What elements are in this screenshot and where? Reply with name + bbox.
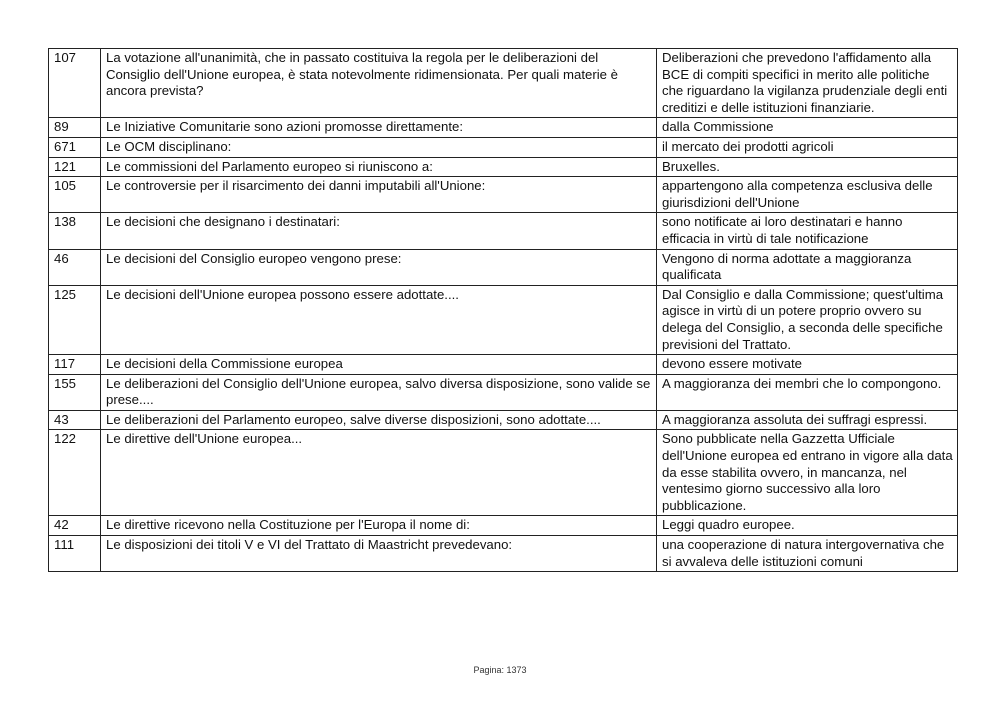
question-number: 138: [49, 213, 101, 249]
question-answer-table: [48, 48, 958, 572]
table-row: [49, 213, 958, 249]
question-number: 107: [49, 49, 101, 118]
question-text: Le controversie per il risarcimento dei danni imputabili all'Unione:: [101, 177, 657, 213]
table-row: [49, 355, 958, 375]
table-row: [49, 118, 958, 138]
question-text: Le decisioni dell'Unione europea possono essere adottate....: [101, 285, 657, 354]
question-text: Le disposizioni dei titoli V e VI del Trattato di Maastricht prevedevano:: [101, 536, 657, 572]
question-number: 671: [49, 137, 101, 157]
question-number: 155: [49, 374, 101, 410]
answer-text: sono notificate ai loro destinatari e hanno efficacia in virtù di tale notificazione: [657, 213, 958, 249]
answer-text: Bruxelles.: [657, 157, 958, 177]
question-number: 42: [49, 516, 101, 536]
table-row: [49, 137, 958, 157]
question-text: Le Iniziative Comunitarie sono azioni promosse direttamente:: [101, 118, 657, 138]
question-text: Le deliberazioni del Consiglio dell'Unione europea, salvo diversa disposizione, sono valide se prese....: [101, 374, 657, 410]
question-number: 117: [49, 355, 101, 375]
table-row: [49, 49, 958, 118]
table-row: [49, 374, 958, 410]
table-body: [49, 49, 958, 572]
question-number: 111: [49, 536, 101, 572]
table-row: [49, 516, 958, 536]
question-text: Le OCM disciplinano:: [101, 137, 657, 157]
answer-text: devono essere motivate: [657, 355, 958, 375]
table-row: [49, 157, 958, 177]
question-text: Le direttive ricevono nella Costituzione per l'Europa il nome di:: [101, 516, 657, 536]
question-number: 105: [49, 177, 101, 213]
question-number: 122: [49, 430, 101, 516]
answer-text: Sono pubblicate nella Gazzetta Ufficiale dell'Unione europea ed entrano in vigore alla data da esse stabilita ovvero, in mancanza, nel ventesimo giorno successivo alla loro pubblicazione.: [657, 430, 958, 516]
answer-text: A maggioranza dei membri che lo compongono.: [657, 374, 958, 410]
answer-text: appartengono alla competenza esclusiva delle giurisdizioni dell'Unione: [657, 177, 958, 213]
question-number: 43: [49, 410, 101, 430]
question-text: Le decisioni che designano i destinatari:: [101, 213, 657, 249]
question-number: 46: [49, 249, 101, 285]
table-row: [49, 430, 958, 516]
question-text: Le decisioni della Commissione europea: [101, 355, 657, 375]
question-text: Le deliberazioni del Parlamento europeo, salve diverse disposizioni, sono adottate....: [101, 410, 657, 430]
question-number: 125: [49, 285, 101, 354]
question-number: 89: [49, 118, 101, 138]
table-row: [49, 536, 958, 572]
answer-text: dalla Commissione: [657, 118, 958, 138]
answer-text: A maggioranza assoluta dei suffragi espressi.: [657, 410, 958, 430]
question-text: Le direttive dell'Unione europea...: [101, 430, 657, 516]
table-row: [49, 285, 958, 354]
answer-text: Vengono di norma adottate a maggioranza qualificata: [657, 249, 958, 285]
page-number: Pagina: 1373: [473, 665, 527, 675]
question-text: Le decisioni del Consiglio europeo vengono prese:: [101, 249, 657, 285]
question-text: Le commissioni del Parlamento europeo si riuniscono a:: [101, 157, 657, 177]
answer-text: una cooperazione di natura intergovernativa che si avvaleva delle istituzioni comuni: [657, 536, 958, 572]
answer-text: Dal Consiglio e dalla Commissione; quest'ultima agisce in virtù di un potere proprio ovvero su delega del Consiglio, a seconda delle specifiche previsioni del Trattato.: [657, 285, 958, 354]
table-row: [49, 410, 958, 430]
question-number: 121: [49, 157, 101, 177]
question-text: La votazione all'unanimità, che in passato costituiva la regola per le deliberazioni del Consiglio dell'Unione europea, è stata notevolmente ridimensionata. Per quali materie è ancora prevista?: [101, 49, 657, 118]
answer-text: il mercato dei prodotti agricoli: [657, 137, 958, 157]
answer-text: Leggi quadro europee.: [657, 516, 958, 536]
table-row: [49, 249, 958, 285]
table-row: [49, 177, 958, 213]
answer-text: Deliberazioni che prevedono l'affidamento alla BCE di compiti specifici in merito alle politiche che riguardano la vigilanza prudenziale degli enti creditizi e delle istituzioni finanziarie.: [657, 49, 958, 118]
